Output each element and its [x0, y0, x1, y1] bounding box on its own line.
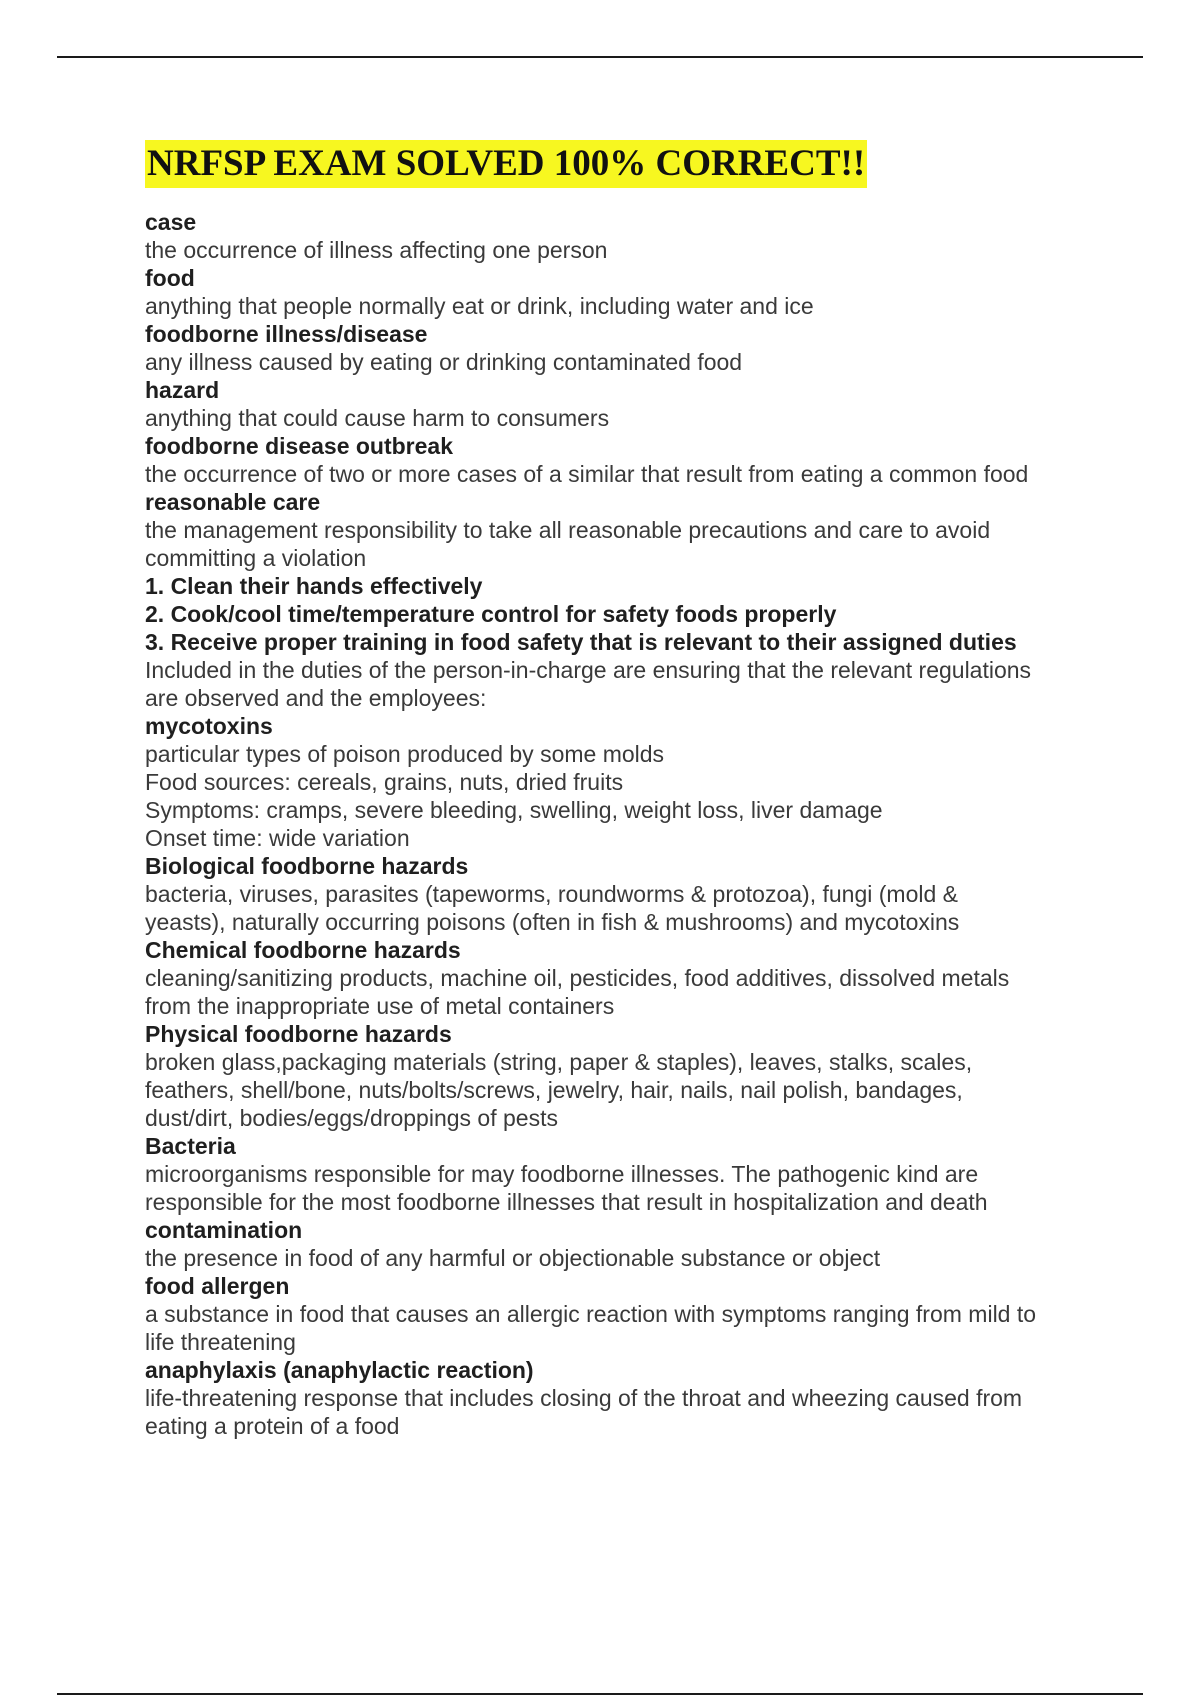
top-rule	[57, 56, 1143, 58]
entry-foodborne-disease-outbreak	[145, 432, 1105, 488]
term: food allergen	[145, 1273, 290, 1299]
entry-contamination	[145, 1216, 1105, 1272]
term: reasonable care	[145, 489, 321, 515]
term: foodborne illness/disease	[145, 321, 428, 347]
definition-line: cleaning/sanitizing products, machine oil, pesticides, food additives, dissolved metals	[145, 965, 1010, 991]
term: Biological foodborne hazards	[145, 853, 469, 879]
definition-line: from the inappropriate use of metal containers	[145, 993, 615, 1019]
definition-line: are observed and the employees:	[145, 685, 487, 711]
definition-line: committing a violation	[145, 545, 367, 571]
term: mycotoxins	[145, 713, 273, 739]
definition-line: broken glass,packaging materials (string, paper & staples), leaves, stalks, scales,	[145, 1049, 973, 1075]
definition-line: dust/dirt, bodies/eggs/droppings of pests	[145, 1105, 558, 1131]
definition-line: a substance in food that causes an allergic reaction with symptoms ranging from mild to	[145, 1301, 1037, 1327]
document-body	[145, 140, 1105, 1440]
entry-person-in-charge-duties	[145, 572, 1105, 712]
term: food	[145, 265, 195, 291]
definition: any illness caused by eating or drinking contaminated food	[145, 349, 743, 375]
term-line: 3. Receive proper training in food safety that is relevant to their assigned duties	[145, 629, 1017, 655]
term: Chemical foodborne hazards	[145, 937, 461, 963]
definition-line: the management responsibility to take all reasonable precautions and care to avoid	[145, 517, 991, 543]
definition-line: Included in the duties of the person-in-charge are ensuring that the relevant regulations	[145, 657, 1032, 683]
entry-foodborne-illness	[145, 320, 1105, 376]
definition-line: Onset time: wide variation	[145, 825, 410, 851]
definition: anything that people normally eat or drink, including water and ice	[145, 293, 814, 319]
entry-mycotoxins	[145, 712, 1105, 852]
term: case	[145, 209, 197, 235]
definition-line: yeasts), naturally occurring poisons (often in fish & mushrooms) and mycotoxins	[145, 909, 960, 935]
definition: anything that could cause harm to consumers	[145, 405, 610, 431]
definition-line: responsible for the most foodborne illnesses that result in hospitalization and death	[145, 1189, 988, 1215]
term: Bacteria	[145, 1133, 236, 1159]
entry-biological-hazards	[145, 852, 1105, 936]
document-title: NRFSP EXAM SOLVED 100% CORRECT!!	[145, 140, 867, 188]
definition: the presence in food of any harmful or objectionable substance or object	[145, 1245, 881, 1271]
term-line: 2. Cook/cool time/temperature control for safety foods properly	[145, 601, 837, 627]
entry-physical-hazards	[145, 1020, 1105, 1132]
definition-line: Food sources: cereals, grains, nuts, dried fruits	[145, 769, 624, 795]
definition-line: feathers, shell/bone, nuts/bolts/screws, jewelry, hair, nails, nail polish, bandages,	[145, 1077, 963, 1103]
entry-food	[145, 264, 1105, 320]
term: contamination	[145, 1217, 303, 1243]
definition-line: bacteria, viruses, parasites (tapeworms, roundworms & protozoa), fungi (mold &	[145, 881, 958, 907]
entry-hazard	[145, 376, 1105, 432]
term: Physical foodborne hazards	[145, 1021, 452, 1047]
entry-case	[145, 208, 1105, 264]
term-line: 1. Clean their hands effectively	[145, 573, 483, 599]
definition-line: particular types of poison produced by some molds	[145, 741, 665, 767]
term: foodborne disease outbreak	[145, 433, 454, 459]
definition-line: life-threatening response that includes closing of the throat and wheezing caused from	[145, 1385, 1023, 1411]
entry-bacteria	[145, 1132, 1105, 1216]
bottom-rule	[57, 1693, 1143, 1695]
entry-anaphylaxis	[145, 1356, 1105, 1440]
definition: the occurrence of two or more cases of a similar that result from eating a common food	[145, 461, 1029, 487]
term: hazard	[145, 377, 220, 403]
entry-reasonable-care	[145, 488, 1105, 572]
term: anaphylaxis (anaphylactic reaction)	[145, 1357, 534, 1383]
definition: the occurrence of illness affecting one person	[145, 237, 608, 263]
entry-food-allergen	[145, 1272, 1105, 1356]
definition-line: Symptoms: cramps, severe bleeding, swelling, weight loss, liver damage	[145, 797, 883, 823]
entry-chemical-hazards	[145, 936, 1105, 1020]
definition-line: eating a protein of a food	[145, 1413, 400, 1439]
definition-line: life threatening	[145, 1329, 296, 1355]
definition-line: microorganisms responsible for may foodborne illnesses. The pathogenic kind are	[145, 1161, 979, 1187]
